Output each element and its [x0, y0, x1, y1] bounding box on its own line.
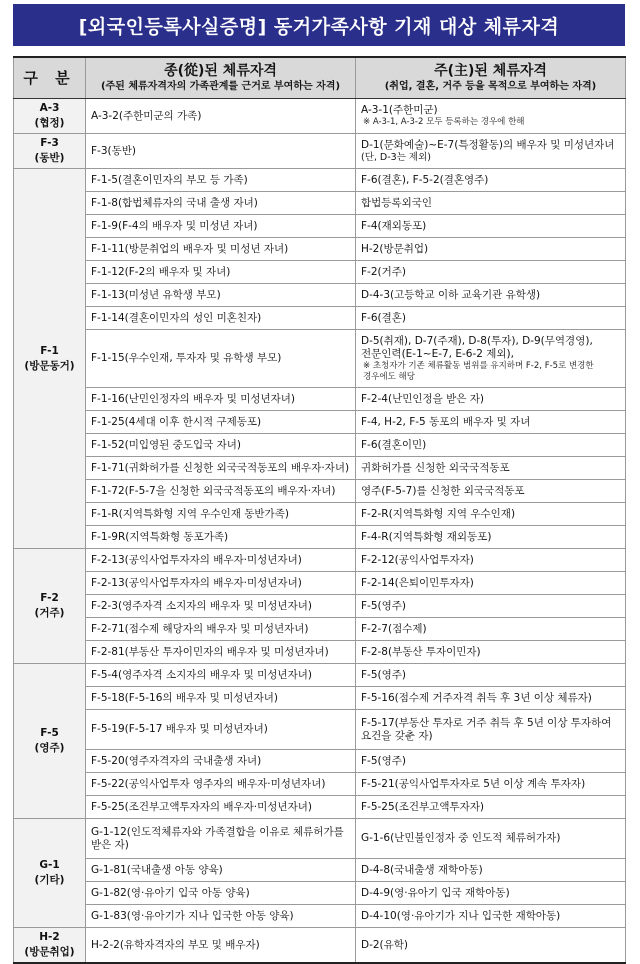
table-row: [14, 307, 626, 330]
main-status-cell: [356, 641, 626, 664]
dependent-status-cell: F-1-11(방문취업의 배우자 및 미성년 자녀): [86, 238, 356, 261]
dependent-status-cell: F-3(동반): [86, 134, 356, 169]
dependent-status-cell: G-1-82(영·유아기 입국 아동 양육): [86, 882, 356, 905]
table-row: [14, 192, 626, 215]
table-row: [14, 641, 626, 664]
category-code: F-1: [40, 344, 59, 357]
main-status-text: 합법등록외국인: [361, 196, 433, 209]
table-row: [14, 796, 626, 819]
dependent-status-cell: F-2-13(공익사업투자자의 배우자·미성년자녀): [86, 572, 356, 595]
dependent-status-cell: F-5-20(영주자격자의 국내출생 자녀): [86, 750, 356, 773]
table-row: [14, 457, 626, 480]
table-row: [14, 388, 626, 411]
category-code: F-3: [40, 137, 59, 149]
table-row: [14, 330, 626, 388]
main-status-cell: [356, 192, 626, 215]
main-status-cell: [356, 284, 626, 307]
dependent-status-cell: F-5-18(F-5-16의 배우자 및 미성년자녀): [86, 687, 356, 710]
category-name: (영주): [34, 742, 65, 754]
main-status-cell: [356, 549, 626, 572]
main-status-cell: [356, 928, 626, 964]
category-name: (방문동거): [24, 359, 75, 372]
dependent-status-cell: F-1-5(결혼이민자의 부모 등 가족): [86, 169, 356, 192]
dependent-status-cell: F-1-72(F-5-7을 신청한 외국국적동포의 배우자·자녀): [86, 480, 356, 503]
main-status-text: F-4-R(지역특화형 재외동포): [361, 530, 492, 543]
main-status-cell: [356, 134, 626, 169]
main-status-cell: [356, 238, 626, 261]
main-status-text: D-1(문화예술)~E-7(특정활동)의 배우자 및 미성년자녀: [361, 138, 615, 151]
table-row: [14, 526, 626, 549]
header-main-status: [356, 57, 626, 99]
main-status-text: D-5(취재), D-7(주재), D-8(투자), D-9(무역경영), 전문인력(E-1~E-7, E-6-2 제외),: [361, 334, 593, 360]
table-row: [14, 238, 626, 261]
status-table: [13, 56, 626, 964]
main-status-cell: [356, 388, 626, 411]
main-status-cell: [356, 796, 626, 819]
page-title: [외국인등록사실증명] 동거가족사항 기재 대상 체류자격: [13, 4, 625, 46]
dependent-status-cell: F-5-25(조건부고액투자자의 배우자·미성년자녀): [86, 796, 356, 819]
dependent-status-cell: F-1-16(난민인정자의 배우자 및 미성년자녀): [86, 388, 356, 411]
main-status-cell: [356, 99, 626, 134]
category-cell: [14, 99, 86, 134]
dependent-status-cell: F-2-3(영주자격 소지자의 배우자 및 미성년자녀): [86, 595, 356, 618]
header-main-title: 주(主)된 체류자격: [434, 63, 547, 79]
category-name: (기타): [34, 874, 65, 886]
main-status-cell: [356, 773, 626, 796]
main-status-cell: [356, 595, 626, 618]
table-row: [14, 434, 626, 457]
dependent-status-cell: F-1-52(미입영된 중도입국 자녀): [86, 434, 356, 457]
main-status-text: D-4-9(영·유아기 입국 재학아동): [361, 886, 510, 899]
dependent-status-cell: F-1-13(미성년 유학생 부모): [86, 284, 356, 307]
main-status-text: F-2-7(점수제): [361, 622, 427, 635]
main-status-cell: [356, 905, 626, 928]
main-status-cell: [356, 411, 626, 434]
main-status-cell: [356, 457, 626, 480]
table-row: [14, 284, 626, 307]
table-row: [14, 411, 626, 434]
table-row: [14, 905, 626, 928]
dependent-status-cell: F-1-71(귀화허가를 신청한 외국국적동포의 배우자·자녀): [86, 457, 356, 480]
main-status-cell: [356, 215, 626, 238]
dependent-status-cell: F-1-9R(지역특화형 동포가족): [86, 526, 356, 549]
dependent-status-cell: A-3-2(주한미군의 가족): [86, 99, 356, 134]
table-row: [14, 750, 626, 773]
main-status-text: F-5-21(공익사업투자자로 5년 이상 계속 투자자): [361, 777, 586, 790]
main-status-text: F-5(영주): [361, 668, 406, 681]
category-cell: [14, 169, 86, 549]
main-status-text: F-5(영주): [361, 754, 406, 767]
category-code: G-1: [39, 859, 60, 871]
header-category: 구 분: [14, 57, 86, 99]
table-row: [14, 99, 626, 134]
table-row: [14, 480, 626, 503]
table-row: [14, 261, 626, 284]
category-cell: [14, 819, 86, 928]
table-row: [14, 169, 626, 192]
dependent-status-cell: F-5-19(F-5-17 배우자 및 미성년자녀): [86, 710, 356, 750]
main-status-text: D-4-3(고등학교 이하 교육기관 유학생): [361, 288, 541, 301]
table-row: [14, 618, 626, 641]
note-text: ※ 초청자가 기존 체류활동 범위를 유지하며 F-2, F-5로 변경한 경우에도 해당: [363, 360, 594, 382]
main-status-text: 영주(F-5-7)를 신청한 외국국적동포: [361, 484, 525, 497]
main-status-text: D-4-8(국내출생 재학아동): [361, 863, 483, 876]
dependent-status-cell: F-2-13(공익사업투자자의 배우자·미성년자녀): [86, 549, 356, 572]
main-status-cell: [356, 526, 626, 549]
main-status-text: F-6(결혼이민): [361, 438, 427, 451]
category-cell: [14, 664, 86, 819]
main-status-text: F-5-17(부동산 투자로 거주 취득 후 5년 이상 투자하여 요건을 갖춘 자): [361, 716, 612, 742]
table-row: [14, 549, 626, 572]
table-row: [14, 134, 626, 169]
main-status-text: F-2-8(부동산 투자이민자): [361, 645, 481, 658]
table-row: [14, 882, 626, 905]
category-cell: [14, 928, 86, 964]
dependent-status-cell: F-1-15(우수인재, 투자자 및 유학생 부모): [86, 330, 356, 388]
dependent-status-cell: F-1-R(지역특화형 지역 우수인재 동반가족): [86, 503, 356, 526]
main-status-cell: [356, 503, 626, 526]
main-status-cell: [356, 882, 626, 905]
header-dependent-status: [86, 57, 356, 99]
table-row: [14, 773, 626, 796]
dependent-status-cell: F-1-9(F-4의 배우자 및 미성년 자녀): [86, 215, 356, 238]
main-status-text: G-1-6(난민불인정자 중 인도적 체류허가자): [361, 832, 561, 844]
dependent-status-cell: G-1-83(영·유아기가 지나 입국한 아동 양육): [86, 905, 356, 928]
main-status-cell: [356, 169, 626, 192]
category-code: F-2: [40, 592, 59, 604]
main-status-cell: [356, 819, 626, 859]
main-status-cell: [356, 859, 626, 882]
dependent-status-cell: F-2-81(부동산 투자이민자의 배우자 및 미성년자녀): [86, 641, 356, 664]
main-status-text: H-2(방문취업): [361, 242, 429, 255]
main-status-cell: [356, 434, 626, 457]
category-name: (동반): [34, 152, 65, 164]
table-row: [14, 859, 626, 882]
main-status-text: F-2-4(난민인정을 받은 자): [361, 392, 484, 405]
main-status-cell: [356, 750, 626, 773]
table-row: [14, 819, 626, 859]
dependent-status-cell: F-1-25(4세대 이후 한시적 구제동포): [86, 411, 356, 434]
table-row: [14, 595, 626, 618]
dependent-status-cell: F-1-14(결혼이민자의 성인 미혼친자): [86, 307, 356, 330]
category-cell: [14, 549, 86, 664]
main-status-text: F-2-R(지역특화형 지역 우수인재): [361, 507, 516, 520]
dependent-status-cell: F-1-8(합법체류자의 국내 출생 자녀): [86, 192, 356, 215]
main-status-text: F-4, H-2, F-5 동포의 배우자 및 자녀: [361, 415, 531, 428]
main-status-text: F-4(재외동포): [361, 219, 427, 232]
table-row: [14, 687, 626, 710]
main-status-text: F-5(영주): [361, 599, 406, 612]
main-status-text: 귀화허가를 신청한 외국국적동포: [361, 461, 510, 474]
category-name: (거주): [34, 607, 65, 619]
table-row: [14, 503, 626, 526]
main-status-text: D-2(유학): [361, 938, 409, 951]
main-status-cell: [356, 664, 626, 687]
header-dependent-title: 종(從)된 체류자격: [164, 63, 277, 79]
header-dependent-sub: (주된 체류자격자의 가족관계를 근거로 부여하는 자격): [100, 81, 341, 92]
main-status-text: F-5-16(점수제 거주자격 취득 후 3년 이상 체류자): [361, 691, 592, 704]
main-status-cell: [356, 572, 626, 595]
dependent-status-cell: F-1-12(F-2의 배우자 및 자녀): [86, 261, 356, 284]
main-status-text: F-2-14(은퇴이민투자자): [361, 576, 474, 589]
main-status-cell: [356, 261, 626, 284]
dependent-status-cell: H-2-2(유학자격자의 부모 및 배우자): [86, 928, 356, 964]
note-text: ※ A-3-1, A-3-2 모두 등록하는 경우에 한해: [363, 117, 525, 127]
header-main-sub: (취업, 결혼, 거주 등을 목적으로 부여하는 자격): [384, 81, 597, 92]
main-status-cell: [356, 480, 626, 503]
main-status-text: F-6(결혼), F-5-2(결혼영주): [361, 173, 489, 186]
main-status-cell: [356, 710, 626, 750]
main-status-text: D-4-10(영·유아기가 지나 입국한 재학아동): [361, 909, 561, 922]
category-code: A-3: [39, 102, 60, 114]
main-status-cell: [356, 687, 626, 710]
main-status-extra: (단, D-3는 제외): [361, 151, 431, 163]
dependent-status-cell: G-1-12(인도적체류자와 가족결합을 이유로 체류허가를 받은 자): [86, 819, 356, 859]
main-status-text: F-6(결혼): [361, 311, 406, 324]
table-row: [14, 928, 626, 964]
main-status-cell: [356, 330, 626, 388]
main-status-cell: [356, 618, 626, 641]
dependent-status-cell: G-1-81(국내출생 아동 양육): [86, 859, 356, 882]
category-cell: [14, 134, 86, 169]
table-row: [14, 572, 626, 595]
table-row: [14, 710, 626, 750]
table-row: [14, 664, 626, 687]
main-status-text: A-3-1(주한미군): [361, 104, 438, 116]
dependent-status-cell: F-5-4(영주자격 소지자의 배우자 및 미성년자녀): [86, 664, 356, 687]
category-name: (협정): [34, 117, 65, 129]
main-status-text: F-2(거주): [361, 265, 406, 278]
dependent-status-cell: F-5-22(공익사업투자 영주자의 배우자·미성년자녀): [86, 773, 356, 796]
main-status-cell: [356, 307, 626, 330]
category-code: H-2: [39, 931, 60, 943]
main-status-text: F-2-12(공익사업투자자): [361, 553, 474, 566]
table-row: [14, 215, 626, 238]
main-status-text: F-5-25(조건부고액투자자): [361, 800, 484, 813]
category-name: (방문취업): [24, 946, 75, 958]
category-code: F-5: [40, 727, 59, 739]
dependent-status-cell: F-2-71(점수제 해당자의 배우자 및 미성년자녀): [86, 618, 356, 641]
